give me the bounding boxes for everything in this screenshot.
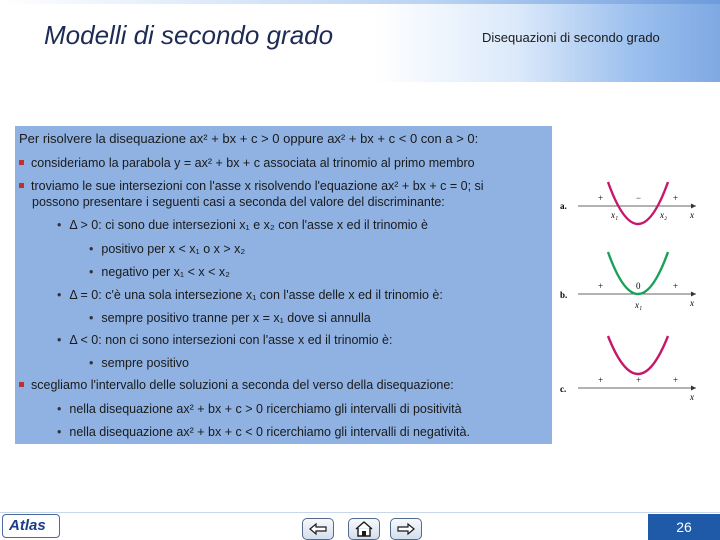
sub-bullet: • xyxy=(89,311,94,325)
bullet-marker xyxy=(19,382,24,387)
case-3 xyxy=(57,333,392,347)
case-a-sign-1: + xyxy=(598,193,604,203)
page-title: Modelli di secondo grado xyxy=(44,20,334,50)
case-3-text: Δ < 0: non ci sono intersezioni con l'asse x ed il trinomio è: xyxy=(69,333,393,347)
page-number: 26 xyxy=(648,514,720,540)
case-1a-text: positivo per x < x₁ o x > x₂ xyxy=(101,242,246,256)
case-c-axis-label: x xyxy=(690,392,694,402)
case-2a-text: sempre positivo tranne per x = x₁ dove si annulla xyxy=(101,311,371,325)
case-c-diagram xyxy=(560,336,696,402)
header-top-line xyxy=(0,0,720,4)
arrow-right-icon xyxy=(396,522,416,536)
previous-slide-button[interactable] xyxy=(302,518,334,540)
case-b-root: x₁ xyxy=(635,300,643,310)
sub-bullet: • xyxy=(57,288,62,302)
case-a-label: a. xyxy=(560,201,567,211)
next-slide-button[interactable] xyxy=(390,518,422,540)
bullet-marker xyxy=(19,183,24,188)
case-a-axis-arrow xyxy=(691,204,696,209)
parabola-cases-figure xyxy=(556,176,706,406)
bullet-1 xyxy=(19,156,475,170)
case-b-sign-2: 0 xyxy=(636,281,641,291)
bullet-3a xyxy=(57,402,462,416)
bullet-3 xyxy=(19,378,454,392)
case-a-axis-label: x xyxy=(690,210,694,220)
case-a-sign-2: − xyxy=(636,193,642,203)
logo-text: Atlas xyxy=(9,517,46,534)
case-c-axis-arrow xyxy=(691,386,696,391)
sub-bullet: • xyxy=(57,218,62,232)
case-c-sign-3: + xyxy=(673,375,679,385)
case-b-label: b. xyxy=(560,290,568,300)
bullet-3b-text: nella disequazione ax² + bx + c < 0 ricerchiamo gli intervalli di negatività. xyxy=(69,425,470,439)
case-b-sign-1: + xyxy=(598,281,604,291)
case-2-text: Δ = 0: c'è una sola intersezione x₁ con l'asse delle x ed il trinomio è: xyxy=(69,288,443,302)
case-b-diagram xyxy=(560,252,696,310)
case-1b-text: negativo per x₁ < x < x₂ xyxy=(101,265,230,279)
bullet-2-text: troviamo le sue intersezioni con l'asse x risolvendo l'equazione ax² + bx + c = 0; si xyxy=(31,179,484,193)
sub-bullet: • xyxy=(89,242,94,256)
bullet-3a-text: nella disequazione ax² + bx + c > 0 ricerchiamo gli intervalli di positività xyxy=(69,402,462,416)
case-1a xyxy=(89,242,245,256)
bullet-3b xyxy=(57,425,470,439)
case-c-label: c. xyxy=(560,384,567,394)
case-c-sign-2: + xyxy=(636,375,642,385)
case-c-parabola xyxy=(608,336,668,374)
case-1b xyxy=(89,265,230,279)
case-2a xyxy=(89,311,371,325)
case-b-sign-3: + xyxy=(673,281,679,291)
bullet-3-text: scegliamo l'intervallo delle soluzioni a seconda del verso della disequazione: xyxy=(31,378,454,392)
arrow-left-icon xyxy=(308,522,328,536)
case-2 xyxy=(57,288,443,302)
case-a-sign-3: + xyxy=(673,193,679,203)
case-a-root-1: x₁ xyxy=(611,210,619,220)
sub-bullet: • xyxy=(57,425,62,439)
case-1-text: Δ > 0: ci sono due intersezioni x₁ e x₂ con l'asse x ed il trinomio è xyxy=(69,218,428,232)
sub-bullet: • xyxy=(57,333,62,347)
intro-text: Per risolvere la disequazione ax² + bx + c > 0 oppure ax² + bx + c < 0 con a > 0: xyxy=(19,131,479,146)
sub-bullet: • xyxy=(89,356,94,370)
case-3a-text: sempre positivo xyxy=(101,356,189,370)
home-icon xyxy=(354,521,374,537)
case-a-diagram xyxy=(560,182,696,224)
case-3a xyxy=(89,356,189,370)
home-button[interactable] xyxy=(348,518,380,540)
case-1 xyxy=(57,218,428,232)
bullet-2-continuation: possono presentare i seguenti casi a seconda del valore del discriminante: xyxy=(32,195,445,209)
bullet-1-text: consideriamo la parabola y = ax² + bx + c associata al trinomio al primo membro xyxy=(31,156,475,170)
bullet-marker xyxy=(19,160,24,165)
content-panel xyxy=(15,126,552,444)
page-subtitle: Disequazioni di secondo grado xyxy=(482,30,660,45)
case-a-root-2: x₂ xyxy=(660,210,668,220)
case-b-axis-arrow xyxy=(691,292,696,297)
sub-bullet: • xyxy=(57,402,62,416)
case-b-axis-label: x xyxy=(690,298,694,308)
atlas-logo xyxy=(2,514,60,538)
case-c-sign-1: + xyxy=(598,375,604,385)
footer-divider xyxy=(0,512,720,513)
bullet-2 xyxy=(19,179,484,193)
sub-bullet: • xyxy=(89,265,94,279)
